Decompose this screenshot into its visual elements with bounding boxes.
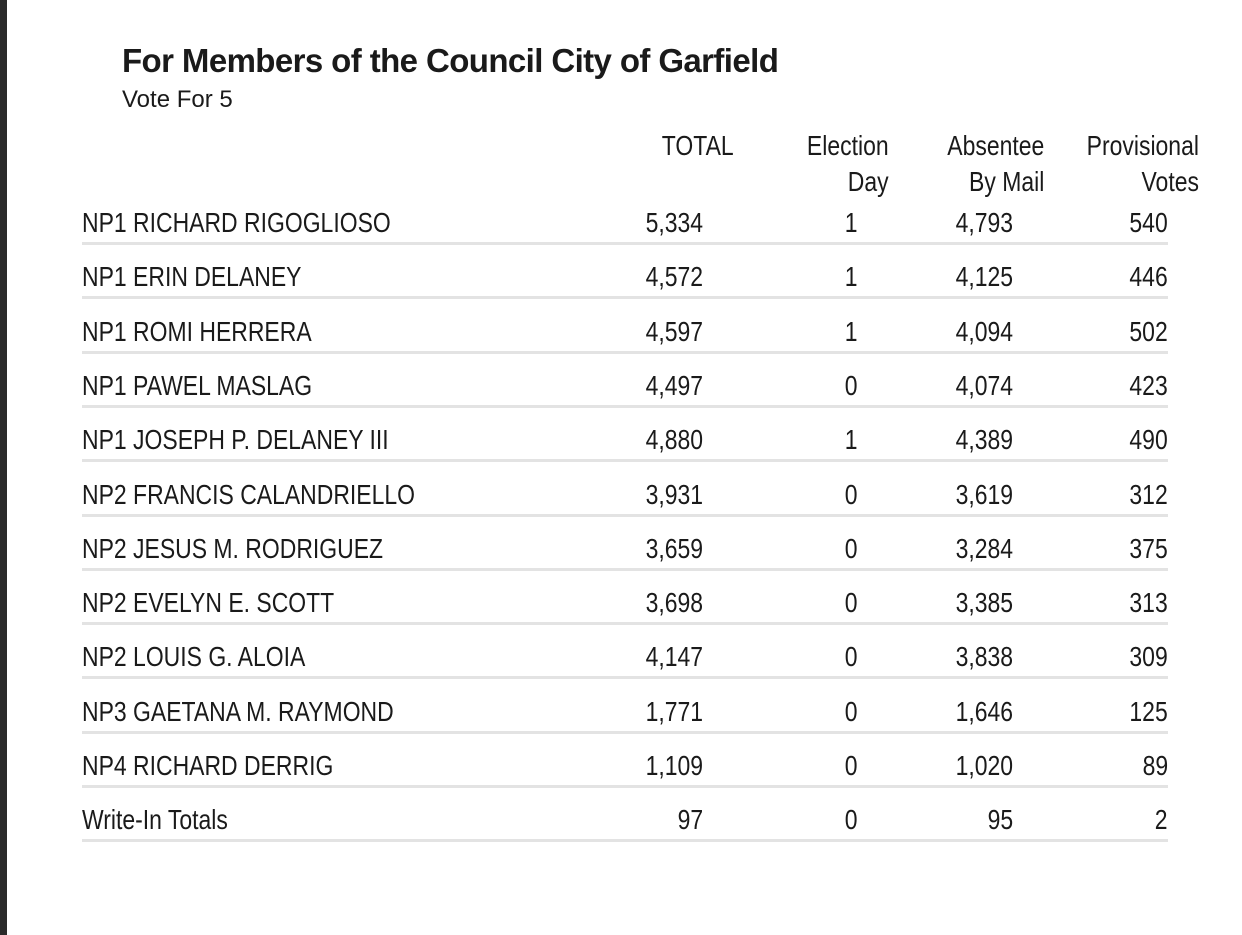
candidate-name: NP1 JOSEPH P. DELANEY III: [82, 424, 389, 455]
candidate-name: NP1 ROMI HERRERA: [82, 316, 312, 347]
candidate-name: NP4 RICHARD DERRIG: [82, 750, 334, 781]
absentee-votes: 4,074: [955, 370, 1013, 401]
page-title: For Members of the Council City of Garfield: [122, 42, 779, 79]
total-votes: 4,147: [645, 641, 703, 672]
provisional-votes: 313: [1129, 587, 1168, 618]
column-header-line2: Day: [848, 166, 889, 197]
column-header-absentee: [947, 128, 1044, 200]
row-divider: [82, 839, 1168, 842]
total-votes: 3,931: [645, 479, 703, 510]
provisional-votes: 423: [1129, 370, 1168, 401]
provisional-votes: 125: [1129, 696, 1168, 727]
candidate-name: NP2 EVELYN E. SCOTT: [82, 587, 335, 618]
table-row: [82, 800, 1168, 854]
provisional-votes: 89: [1142, 750, 1168, 781]
total-votes: 4,497: [645, 370, 703, 401]
column-header-line1: Provisional: [1086, 130, 1199, 161]
row-divider: [82, 459, 1168, 462]
absentee-votes: 4,793: [955, 207, 1013, 238]
table-row: [82, 420, 1168, 474]
absentee-votes: 4,389: [955, 424, 1013, 455]
row-divider: [82, 514, 1168, 517]
provisional-votes: 312: [1129, 479, 1168, 510]
election-day-votes: 0: [845, 641, 858, 672]
absentee-votes: 4,094: [955, 316, 1013, 347]
column-header-total: [662, 128, 734, 164]
provisional-votes: 309: [1129, 641, 1168, 672]
total-votes: 3,698: [645, 587, 703, 618]
total-votes: 97: [677, 804, 703, 835]
candidate-name: NP1 RICHARD RIGOGLIOSO: [82, 207, 391, 238]
table-row: [82, 692, 1168, 746]
total-votes: 4,880: [645, 424, 703, 455]
total-votes: 5,334: [645, 207, 703, 238]
absentee-votes: 3,619: [955, 479, 1013, 510]
candidate-name: NP3 GAETANA M. RAYMOND: [82, 696, 394, 727]
election-day-votes: 1: [845, 424, 858, 455]
provisional-votes: 540: [1129, 207, 1168, 238]
election-day-votes: 0: [845, 533, 858, 564]
column-header-provisional: [1087, 128, 1199, 200]
row-divider: [82, 296, 1168, 299]
provisional-votes: 446: [1129, 261, 1168, 292]
table-row: [82, 746, 1168, 800]
election-day-votes: 1: [845, 261, 858, 292]
election-day-votes: 0: [845, 804, 858, 835]
column-header-election-day: [807, 128, 889, 200]
row-divider: [82, 731, 1168, 734]
total-votes: 4,597: [645, 316, 703, 347]
column-header-line1: TOTAL: [662, 130, 734, 161]
candidate-name: NP2 JESUS M. RODRIGUEZ: [82, 533, 384, 564]
row-divider: [82, 242, 1168, 245]
candidate-name: NP2 FRANCIS CALANDRIELLO: [82, 479, 416, 510]
row-divider: [82, 785, 1168, 788]
row-divider: [82, 568, 1168, 571]
table-row: [82, 529, 1168, 583]
table-row: [82, 366, 1168, 420]
election-day-votes: 1: [845, 316, 858, 347]
candidate-name: Write-In Totals: [82, 804, 228, 835]
column-header-line1: Absentee: [946, 130, 1044, 161]
provisional-votes: 375: [1129, 533, 1168, 564]
total-votes: 1,109: [645, 750, 703, 781]
column-header-line2: Votes: [1141, 166, 1199, 197]
election-day-votes: 0: [845, 750, 858, 781]
row-divider: [82, 676, 1168, 679]
election-day-votes: 0: [845, 370, 858, 401]
provisional-votes: 2: [1155, 804, 1168, 835]
column-header-line2: By Mail: [968, 166, 1044, 197]
total-votes: 1,771: [645, 696, 703, 727]
election-day-votes: 1: [845, 207, 858, 238]
absentee-votes: 95: [987, 804, 1013, 835]
table-row: [82, 203, 1168, 257]
absentee-votes: 4,125: [955, 261, 1013, 292]
total-votes: 4,572: [645, 261, 703, 292]
provisional-votes: 490: [1129, 424, 1168, 455]
total-votes: 3,659: [645, 533, 703, 564]
election-day-votes: 0: [845, 696, 858, 727]
absentee-votes: 3,385: [955, 587, 1013, 618]
table-row: [82, 257, 1168, 311]
row-divider: [82, 405, 1168, 408]
table-row: [82, 583, 1168, 637]
provisional-votes: 502: [1129, 316, 1168, 347]
absentee-votes: 1,646: [955, 696, 1013, 727]
row-divider: [82, 351, 1168, 354]
absentee-votes: 3,284: [955, 533, 1013, 564]
election-day-votes: 0: [845, 479, 858, 510]
absentee-votes: 3,838: [955, 641, 1013, 672]
absentee-votes: 1,020: [955, 750, 1013, 781]
candidate-name: NP1 ERIN DELANEY: [82, 261, 302, 292]
column-header-line1: Election: [807, 130, 889, 161]
table-row: [82, 637, 1168, 691]
row-divider: [82, 622, 1168, 625]
candidate-name: NP2 LOUIS G. ALOIA: [82, 641, 306, 672]
candidate-name: NP1 PAWEL MASLAG: [82, 370, 313, 401]
election-day-votes: 0: [845, 587, 858, 618]
table-row: [82, 475, 1168, 529]
left-edge-bar: [0, 0, 7, 935]
table-row: [82, 312, 1168, 366]
page-subtitle: Vote For 5: [122, 86, 233, 113]
